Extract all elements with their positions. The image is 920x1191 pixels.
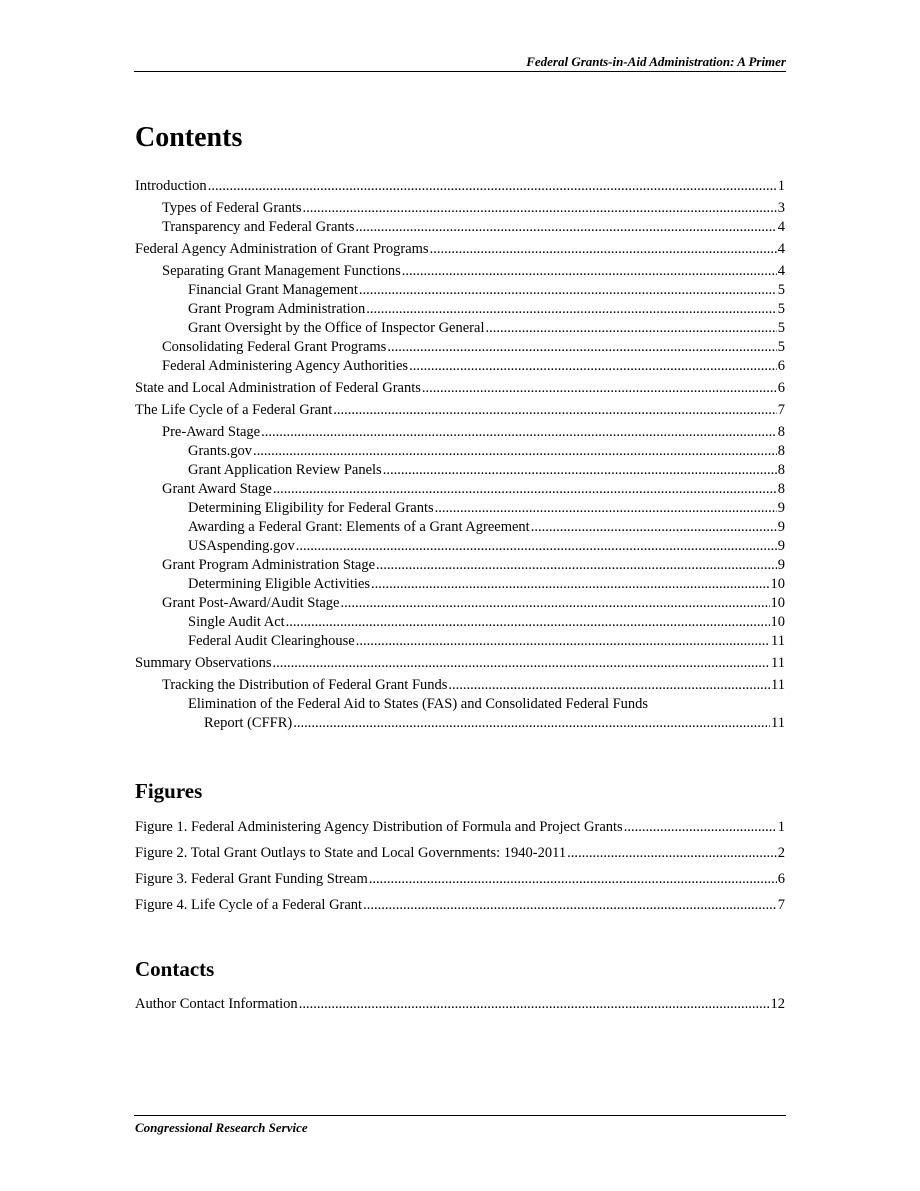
toc-page: 1: [777, 178, 785, 194]
toc-entry[interactable]: [135, 177, 785, 196]
dot-leader: [430, 240, 777, 259]
toc-entry[interactable]: [135, 461, 785, 480]
toc-label-line1: Elimination of the Federal Aid to States (FAS) and Consolidated Federal Funds: [188, 696, 649, 712]
dot-leader: [531, 518, 777, 537]
dot-leader: [371, 575, 769, 594]
figure-page: 1: [777, 819, 785, 835]
toc-entry[interactable]: [135, 575, 785, 594]
toc-entry[interactable]: [135, 480, 785, 499]
toc-label: Tracking the Distribution of Federal Grant Funds: [162, 677, 448, 693]
toc-label: Financial Grant Management: [188, 282, 358, 298]
toc-entry[interactable]: [135, 357, 785, 376]
contents-list: [135, 177, 785, 733]
dot-leader: [340, 594, 769, 613]
toc-page: 11: [771, 633, 785, 649]
figure-page: 2: [777, 845, 785, 861]
toc-label: Determining Eligibility for Federal Grants: [188, 500, 434, 516]
toc-label: Summary Observations: [135, 655, 272, 671]
dot-leader: [299, 995, 770, 1014]
toc-page: 10: [770, 595, 785, 611]
dot-leader: [286, 613, 770, 632]
toc-entry[interactable]: [135, 199, 785, 218]
footer-rule: [134, 1115, 786, 1116]
toc-page: 8: [777, 424, 785, 440]
toc-label: Grant Post-Award/Audit Stage: [162, 595, 340, 611]
dot-leader: [208, 177, 777, 196]
dot-leader: [296, 537, 777, 556]
toc-page: 4: [777, 241, 785, 257]
toc-page: 5: [777, 282, 785, 298]
toc-label: Federal Administering Agency Authorities: [162, 358, 409, 374]
toc-label-line2: Report (CFFR): [204, 715, 293, 731]
dot-leader: [293, 714, 770, 733]
dot-leader: [402, 262, 777, 281]
toc-entry[interactable]: [135, 401, 785, 420]
dot-leader: [409, 357, 777, 376]
toc-label: Awarding a Federal Grant: Elements of a Grant Agreement: [188, 519, 530, 535]
toc-entry[interactable]: [135, 613, 785, 632]
toc-page: 8: [777, 481, 785, 497]
figure-entry[interactable]: [135, 818, 785, 837]
toc-label: Grant Application Review Panels: [188, 462, 382, 478]
toc-page: 10: [770, 576, 785, 592]
contacts-list: [135, 995, 785, 1014]
toc-entry[interactable]: [135, 300, 785, 319]
dot-leader: [376, 556, 777, 575]
figure-entry[interactable]: [135, 870, 785, 889]
toc-label: Federal Audit Clearinghouse: [188, 633, 355, 649]
toc-page: 4: [777, 219, 785, 235]
toc-entry[interactable]: [135, 319, 785, 338]
dot-leader: [567, 844, 777, 863]
toc-page: 3: [777, 200, 785, 216]
toc-page: 11: [771, 655, 785, 671]
toc-page: 6: [777, 358, 785, 374]
toc-entry-continuation[interactable]: [135, 714, 785, 733]
toc-label: Introduction: [135, 178, 207, 194]
toc-label: Grant Oversight by the Office of Inspector General: [188, 320, 485, 336]
dot-leader: [485, 319, 776, 338]
toc-label: Single Audit Act: [188, 614, 285, 630]
toc-page: 9: [777, 557, 785, 573]
toc-entry[interactable]: [135, 262, 785, 281]
dot-leader: [273, 480, 777, 499]
figure-page: 7: [777, 897, 785, 913]
toc-entry[interactable]: [135, 518, 785, 537]
running-header: Federal Grants-in-Aid Administration: A Primer: [526, 54, 786, 69]
toc-label: Transparency and Federal Grants: [162, 219, 355, 235]
contacts-title: Contacts: [135, 957, 215, 981]
toc-page: 5: [777, 320, 785, 336]
toc-entry-wrapped[interactable]: [135, 695, 785, 714]
toc-page: 6: [777, 380, 785, 396]
toc-entry[interactable]: [135, 594, 785, 613]
toc-entry[interactable]: [135, 218, 785, 237]
toc-page: 9: [777, 500, 785, 516]
contents-title: Contents: [135, 122, 243, 153]
toc-label: Pre-Award Stage: [162, 424, 261, 440]
toc-page: 9: [777, 538, 785, 554]
figure-label: Figure 2. Total Grant Outlays to State and Local Governments: 1940-2011: [135, 845, 567, 861]
dot-leader: [356, 632, 770, 651]
toc-entry[interactable]: [135, 338, 785, 357]
toc-label: Grants.gov: [188, 443, 253, 459]
toc-entry[interactable]: [135, 423, 785, 442]
dot-leader: [369, 870, 777, 889]
toc-page: 8: [777, 443, 785, 459]
toc-entry[interactable]: [135, 654, 785, 673]
toc-entry[interactable]: [135, 281, 785, 300]
toc-entry[interactable]: [135, 537, 785, 556]
toc-page: 4: [777, 263, 785, 279]
dot-leader: [253, 442, 777, 461]
dot-leader: [363, 896, 777, 915]
toc-label: Types of Federal Grants: [162, 200, 302, 216]
figure-entry[interactable]: [135, 844, 785, 863]
toc-page: 9: [777, 519, 785, 535]
figure-label: Figure 1. Federal Administering Agency Distribution of Formula and Project Grants: [135, 819, 623, 835]
toc-label: Determining Eligible Activities: [188, 576, 371, 592]
contact-label: Author Contact Information: [135, 996, 298, 1012]
toc-entry[interactable]: [135, 499, 785, 518]
toc-entry[interactable]: [135, 240, 785, 259]
toc-page: 7: [777, 402, 785, 418]
dot-leader: [383, 461, 777, 480]
toc-label: Separating Grant Management Functions: [162, 263, 401, 279]
toc-label: Grant Award Stage: [162, 481, 272, 497]
contact-page: 12: [770, 996, 785, 1012]
dot-leader: [261, 423, 777, 442]
dot-leader: [448, 676, 770, 695]
figure-page: 6: [777, 871, 785, 887]
toc-label: Consolidating Federal Grant Programs: [162, 339, 387, 355]
dot-leader: [422, 379, 777, 398]
toc-page: 10: [770, 614, 785, 630]
dot-leader: [333, 401, 776, 420]
toc-label: Federal Agency Administration of Grant Programs: [135, 241, 429, 257]
dot-leader: [359, 281, 777, 300]
toc-label: Grant Program Administration: [188, 301, 366, 317]
dot-leader: [366, 300, 777, 319]
toc-label: The Life Cycle of a Federal Grant: [135, 402, 333, 418]
toc-label: Grant Program Administration Stage: [162, 557, 376, 573]
toc-page: 5: [777, 301, 785, 317]
toc-page: 8: [777, 462, 785, 478]
footer-text: Congressional Research Service: [135, 1120, 308, 1135]
toc-entry[interactable]: [135, 676, 785, 695]
toc-label: State and Local Administration of Federal Grants: [135, 380, 421, 396]
figure-label: Figure 3. Federal Grant Funding Stream: [135, 871, 368, 887]
toc-entry[interactable]: [135, 632, 785, 651]
figures-list: [135, 818, 785, 915]
dot-leader: [387, 338, 776, 357]
toc-label: USAspending.gov: [188, 538, 295, 554]
dot-leader: [303, 199, 777, 218]
toc-entry[interactable]: [135, 442, 785, 461]
dot-leader: [624, 818, 777, 837]
dot-leader: [435, 499, 777, 518]
toc-entry[interactable]: [135, 556, 785, 575]
header-rule: [134, 71, 786, 72]
figure-label: Figure 4. Life Cycle of a Federal Grant: [135, 897, 363, 913]
contact-entry[interactable]: [135, 995, 785, 1014]
toc-page: 5: [777, 339, 785, 355]
toc-page: 11: [771, 677, 785, 693]
figure-entry[interactable]: [135, 896, 785, 915]
toc-entry[interactable]: [135, 379, 785, 398]
toc-page: 11: [771, 715, 785, 731]
dot-leader: [355, 218, 776, 237]
figures-title: Figures: [135, 779, 203, 803]
dot-leader: [273, 654, 771, 673]
